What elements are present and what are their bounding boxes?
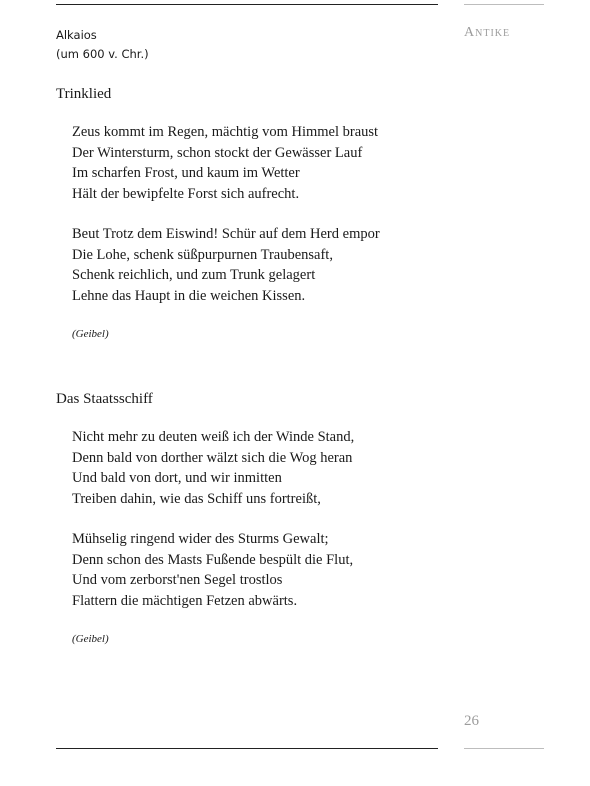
stanza [72,529,436,611]
verse-line: Denn bald von dorther wälzt sich die Wog heran [72,449,353,466]
verse-line: Schenk reichlich, und zum Trunk gelagert [72,267,316,283]
verse-line: Und vom zerborst'nen Segel trostlos [72,572,283,588]
verse-line: Denn schon des Masts Fußende bespült die Flut, [72,551,354,568]
verse-line: Der Wintersturm, schon stockt der Gewässer Lauf [72,144,363,161]
stanza [72,224,436,306]
poem-das-staatsschiff [56,389,436,647]
bottom-margin-rule [464,748,544,749]
verse-line: Mühselig ringend wider des Sturms Gewalt; [72,531,329,547]
verse-line: Beut Trotz dem Eiswind! Schür auf dem Herd empor [72,226,380,242]
verse-line: Und bald von dort, und wir inmitten [72,470,282,486]
verse-line: Treiben dahin, wie das Schiff uns fortreißt, [72,490,321,507]
poem-title: Das Staatsschiff [56,391,153,407]
top-margin-rule [464,4,544,5]
verse-line: Im scharfen Frost, und kaum im Wetter [72,165,300,181]
translator-credit: (Geibel) [72,633,109,645]
author-block [56,26,149,64]
verse-line: Zeus kommt im Regen, mächtig vom Himmel braust [72,124,379,140]
top-rule [56,4,438,5]
stanza [72,122,436,204]
verse-line: Hält der bewipfelte Forst sich aufrecht. [72,185,300,202]
translator-credit: (Geibel) [72,328,109,340]
verse-line: Lehne das Haupt in die weichen Kissen. [72,287,306,304]
author-name: Alkaios [56,28,97,42]
author-dates: (um 600 v. Chr.) [56,47,149,61]
page-number: 26 [464,713,479,729]
section-heading: Antike [464,25,511,40]
verse-line: Die Lohe, schenk süßpurpurnen Traubensaft, [72,246,333,263]
poem-trinklied [56,84,436,342]
bottom-rule [56,748,438,749]
verse-line: Flattern die mächtigen Fetzen abwärts. [72,592,298,609]
verse-line: Nicht mehr zu deuten weiß ich der Winde Stand, [72,429,355,445]
poem-title: Trinklied [56,86,112,102]
stanza [72,427,436,509]
